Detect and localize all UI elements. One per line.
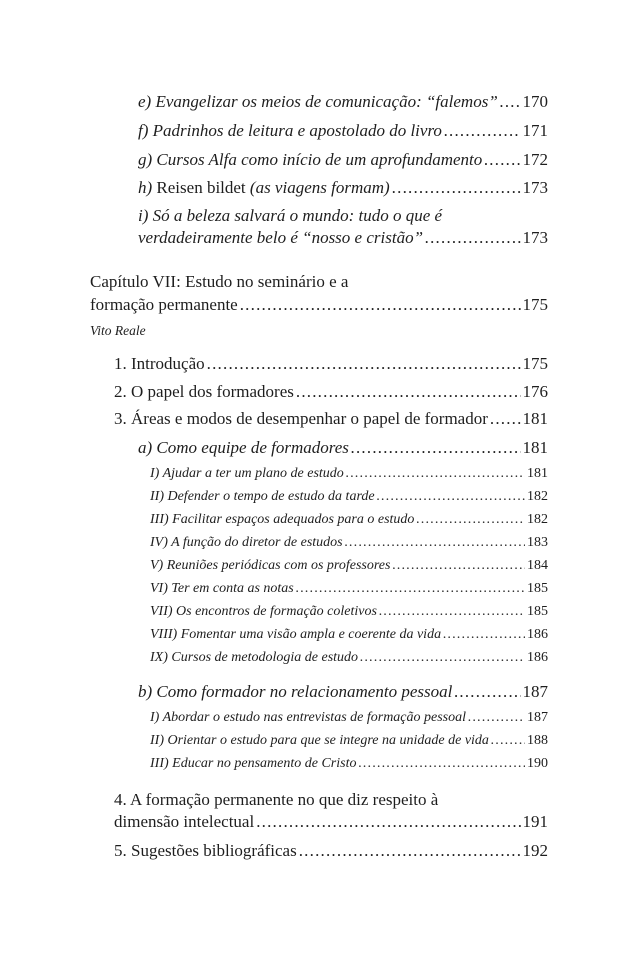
toc-page-number: 176 <box>522 382 548 401</box>
toc-entry-section-3b <box>138 682 548 702</box>
toc-subentry <box>150 710 548 726</box>
toc-entry-f <box>138 121 548 141</box>
toc-entry-label: e) Evangelizar os meios de comunicação: “falemos” <box>138 92 498 111</box>
toc-page-number: 181 <box>527 466 548 481</box>
toc-entry-label: b) Como formador no relacionamento pessoal <box>138 682 453 701</box>
dot-leader <box>351 438 521 458</box>
dot-leader <box>377 489 525 505</box>
toc-subentry <box>150 466 548 482</box>
dot-leader <box>360 650 525 666</box>
dot-leader <box>443 627 525 643</box>
toc-page-number: 175 <box>522 354 548 373</box>
toc-entry-label: III) Educar no pensamento de Cristo <box>150 756 357 771</box>
toc-page-number: 185 <box>527 581 548 596</box>
dot-leader <box>468 710 525 726</box>
toc-page-number: 186 <box>527 650 548 665</box>
dot-leader <box>296 581 525 597</box>
toc-page-number: 185 <box>527 604 548 619</box>
toc-page-number: 187 <box>522 682 548 701</box>
toc-entry-label: verdadeiramente belo é “nosso e cristão” <box>138 228 424 247</box>
dot-leader <box>345 535 525 551</box>
toc-entry-label: f) Padrinhos de leitura e apostolado do livro <box>138 121 442 140</box>
toc-entry-label: III) Facilitar espaços adequados para o estudo <box>150 512 415 527</box>
toc-page-number: 184 <box>527 558 548 573</box>
toc-entry-label: II) Orientar o estudo para que se integre na unidade de vida <box>150 733 489 748</box>
toc-page-number: 172 <box>522 150 548 169</box>
toc-entry-label: 5. Sugestões bibliográficas <box>114 841 297 860</box>
toc-subentry <box>150 535 548 551</box>
toc-entry-label: I) Ajudar a ter um plano de estudo <box>150 466 344 481</box>
toc-entry-label: 2. O papel dos formadores <box>114 382 294 401</box>
toc-page-number: 175 <box>522 295 548 314</box>
toc-page-number: 182 <box>527 512 548 527</box>
toc-page-number: 181 <box>522 438 548 457</box>
toc-entry-italic-text: (as viagens formam) <box>249 178 390 197</box>
toc-entry-label: VI) Ter em conta as notas <box>150 581 294 596</box>
toc-page-number: 170 <box>522 92 548 111</box>
toc-entry-section-4-line1: 4. A formação permanente no que diz respeito à <box>114 790 439 809</box>
toc-entry-e <box>138 92 548 112</box>
toc-entry-label: a) Como equipe de formadores <box>138 438 349 457</box>
toc-page-number: 182 <box>527 489 548 504</box>
dot-leader <box>484 150 520 170</box>
dot-leader <box>454 682 520 702</box>
dot-leader <box>490 409 521 429</box>
dot-leader <box>500 92 521 112</box>
toc-page-number: 188 <box>527 733 548 748</box>
toc-entry-label: 1. Introdução <box>114 354 205 373</box>
toc-subentry <box>150 733 548 749</box>
chapter-author: Vito Reale <box>90 323 146 338</box>
toc-entry-section-3a <box>138 438 548 458</box>
toc-subentry <box>150 650 548 666</box>
toc-entry-label: I) Abordar o estudo nas entrevistas de formação pessoal <box>150 710 467 725</box>
dot-leader <box>416 512 525 528</box>
toc-entry-label: g) Cursos Alfa como início de um aprofundamento <box>138 150 483 169</box>
toc-page-number: 192 <box>522 841 548 860</box>
dot-leader <box>392 558 525 574</box>
toc-entry-label: dimensão intelectual <box>114 812 255 831</box>
toc-page-number: 191 <box>522 812 548 831</box>
chapter-title-line2: formação permanente <box>90 295 238 314</box>
dot-leader <box>256 812 520 832</box>
dot-leader <box>392 178 521 198</box>
dot-leader <box>296 382 521 402</box>
dot-leader <box>425 228 520 248</box>
toc-entry-prefix: h) <box>138 178 153 197</box>
toc-entry-label: V) Reuniões periódicas com os professores <box>150 558 391 573</box>
toc-page-number: 171 <box>522 121 548 140</box>
toc-subentry <box>150 489 548 505</box>
toc-entry-label: II) Defender o tempo de estudo da tarde <box>150 489 375 504</box>
dot-leader <box>207 354 521 374</box>
toc-entry-plain-text: Reisen bildet <box>152 178 250 197</box>
toc-subentry <box>150 512 548 528</box>
dot-leader <box>358 756 525 772</box>
toc-page-number: 173 <box>522 178 548 197</box>
toc-subentry <box>150 558 548 574</box>
toc-subentry <box>150 581 548 597</box>
toc-subentry <box>150 756 548 772</box>
dot-leader <box>379 604 525 620</box>
toc-entry-section-4 <box>114 812 548 832</box>
toc-entry-section-3 <box>114 409 548 429</box>
toc-entry-i-line1: i) Só a beleza salvará o mundo: tudo o que é <box>138 206 443 225</box>
dot-leader <box>444 121 521 141</box>
toc-page-number: 186 <box>527 627 548 642</box>
toc-entry-label: IV) A função do diretor de estudos <box>150 535 343 550</box>
toc-entry-label: IX) Cursos de metodologia de estudo <box>150 650 359 665</box>
chapter-entry <box>90 295 548 315</box>
toc-page-number: 190 <box>527 756 548 771</box>
toc-entry-section-2 <box>114 382 548 402</box>
toc-entry-i <box>138 228 548 248</box>
toc-entry-label <box>138 178 390 198</box>
dot-leader <box>299 841 521 861</box>
chapter-title-line1: Capítulo VII: Estudo no seminário e a <box>90 272 349 291</box>
toc-entry-g <box>138 150 548 170</box>
toc-page-number: 183 <box>527 535 548 550</box>
toc-entry-label: VII) Os encontros de formação coletivos <box>150 604 377 619</box>
toc-page-number: 181 <box>522 409 548 428</box>
toc-entry-section-5 <box>114 841 548 861</box>
toc-page-number: 173 <box>522 228 548 247</box>
toc-entry-label: 3. Áreas e modos de desempenhar o papel de formador <box>114 409 488 428</box>
toc-entry-h <box>138 178 548 198</box>
dot-leader <box>346 466 525 482</box>
dot-leader <box>491 733 525 749</box>
dot-leader <box>240 295 521 315</box>
toc-page-number: 187 <box>527 710 548 725</box>
toc-entry-label: VIII) Fomentar uma visão ampla e coerente da vida <box>150 627 442 642</box>
toc-subentry <box>150 604 548 620</box>
toc-entry-section-1 <box>114 354 548 374</box>
toc-subentry <box>150 627 548 643</box>
